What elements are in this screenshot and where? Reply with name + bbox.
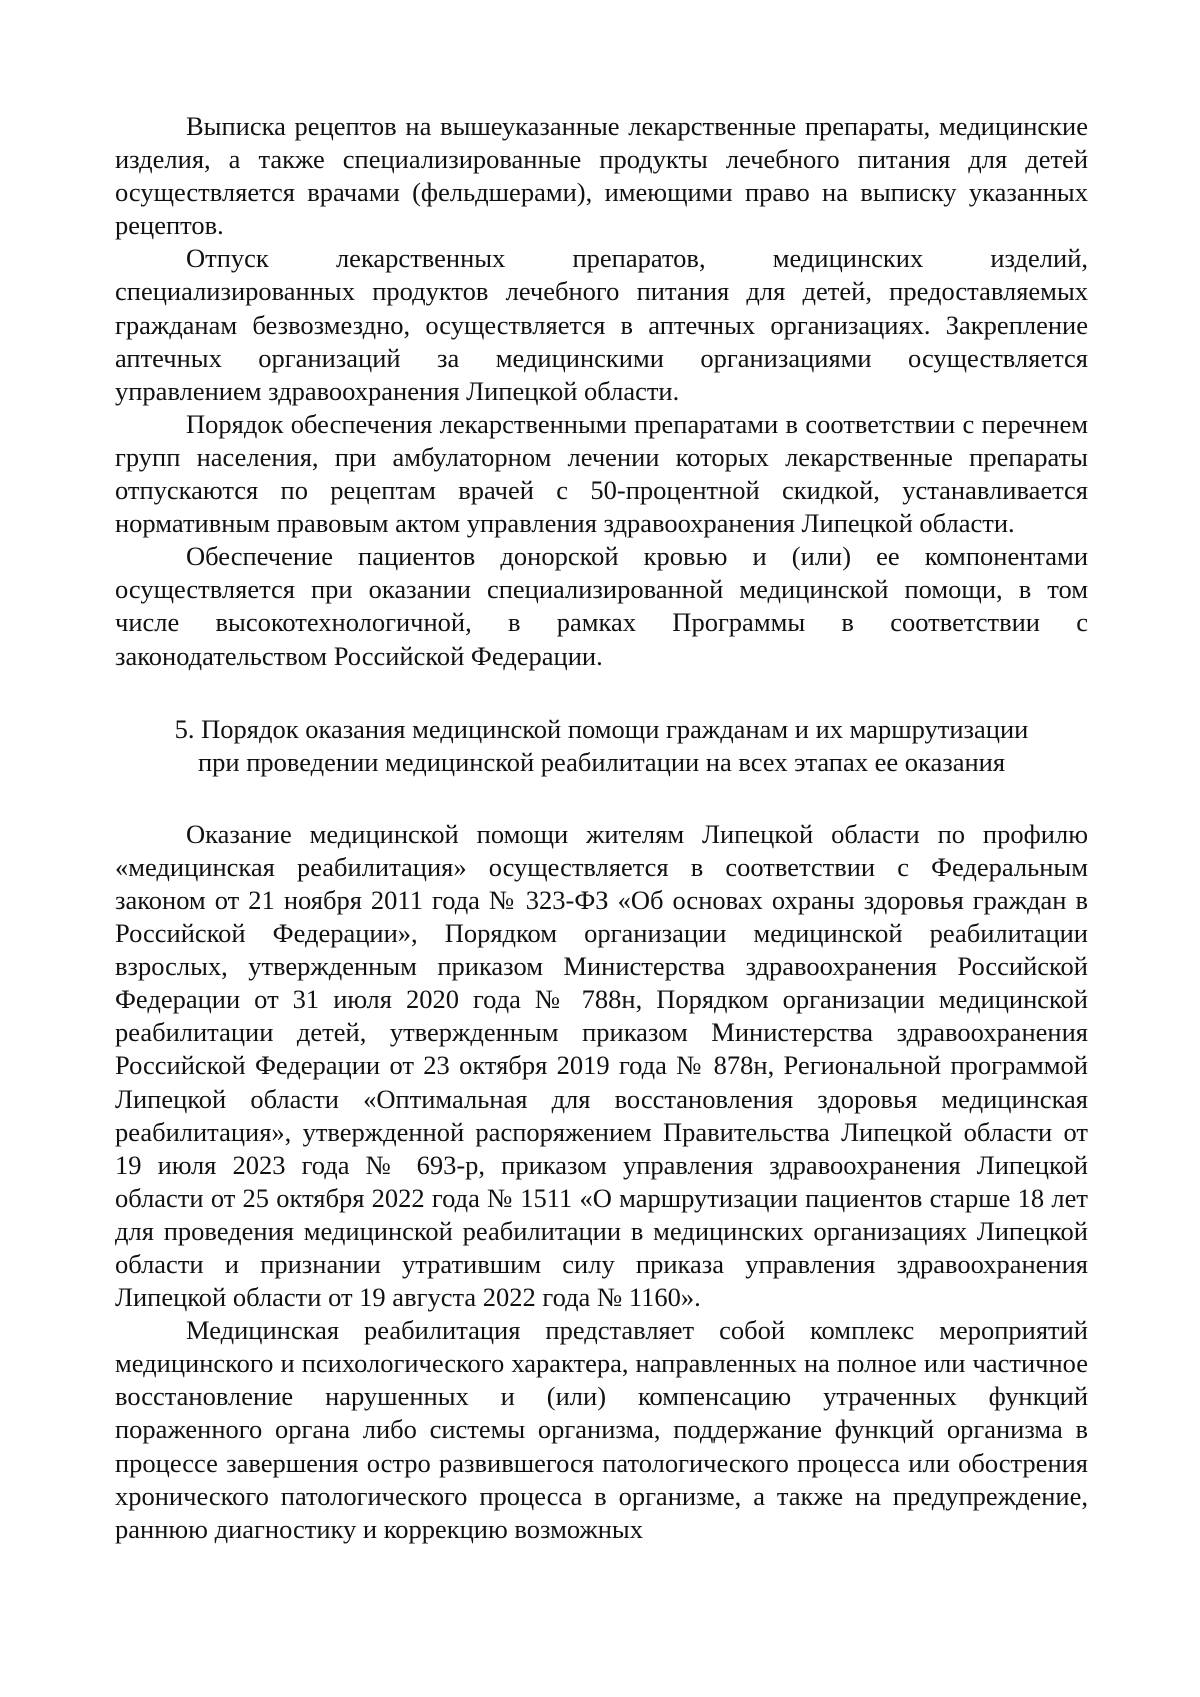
document-body bbox=[115, 110, 1088, 1546]
paragraph-prescriptions: Выписка рецептов на вышеуказанные лекарственные препараты, медицинские изделия, а также специализированные продукты лечебного питания для детей осуществляется врачами (фельдшерами), имеющими право на выписку указанных рецептов. bbox=[115, 111, 1088, 241]
section-heading-line-1: 5. Порядок оказания медицинской помощи гражданам и их маршрутизации bbox=[174, 713, 1029, 744]
section-heading-line-2: при проведении медицинской реабилитации на всех этапах ее оказания bbox=[197, 746, 1006, 777]
paragraph-dispensing: Отпуск лекарственных препаратов, медицинских изделий, специализированных продуктов лечебного питания для детей, предоставляемых гражданам безвозмездно, осуществляется в аптечных организациях. Закрепление аптечных организаций за медицинскими организациями осуществляется управлением здравоохранения Липецкой области. bbox=[115, 243, 1088, 406]
paragraph-rehabilitation-legal-basis: Оказание медицинской помощи жителям Липецкой области по профилю «медицинская реабилитация» осуществляется в соответствии с Федеральным законом от 21 ноября 2011 года № 323-ФЗ «Об основах охраны здоровья граждан в Российской Федерации», Порядком организации медицинской реабилитации взрослых, утвержденным приказом Министерства здравоохранения Российской Федерации от 31 июля 2020 года № 788н, Порядком организации медицинской реабилитации детей, утвержденным приказом Министерства здравоохранения Российской Федерации от 23 октября 2019 года № 878н, Региональной программой Липецкой области «Оптимальная для восстановления здоровья медицинская реабилитация», утвержденной распоряжением Правительства Липецкой области от 19 июля 2023 года № 693-р, приказом управления здравоохранения Липецкой области от 25 октября 2022 года № 1511 «О маршрутизации пациентов старше 18 лет для проведения медицинской реабилитации в медицинских организациях Липецкой области и признании утратившим силу приказа управления здравоохранения Липецкой области от 19 августа 2022 года № 1160». bbox=[115, 818, 1088, 1313]
paragraph-donor-blood: Обеспечение пациентов донорской кровью и (или) ее компонентами осуществляется при оказании специализированной медицинской помощи, в том числе высокотехнологичной, в рамках Программы в соответствии с законодательством Российской Федерации. bbox=[115, 541, 1088, 671]
section-heading bbox=[115, 713, 1088, 779]
paragraph-rehabilitation-definition: Медицинская реабилитация представляет собой комплекс мероприятий медицинского и психологического характера, направленных на полное или частичное восстановление нарушенных и (или) компенсацию утраченных функций пораженного органа либо системы организма, поддержание функций организма в процессе завершения остро развившегося патологического процесса или обострения хронического патологического процесса в организме, а также на предупреждение, раннюю диагностику и коррекцию возможных bbox=[115, 1315, 1088, 1544]
paragraph-discount-order: Порядок обеспечения лекарственными препаратами в соответствии с перечнем групп населения, при амбулаторном лечении которых лекарственные препараты отпускаются по рецептам врачей с 50-процентной скидкой, устанавливается нормативным правовым актом управления здравоохранения Липецкой области. bbox=[115, 408, 1088, 539]
